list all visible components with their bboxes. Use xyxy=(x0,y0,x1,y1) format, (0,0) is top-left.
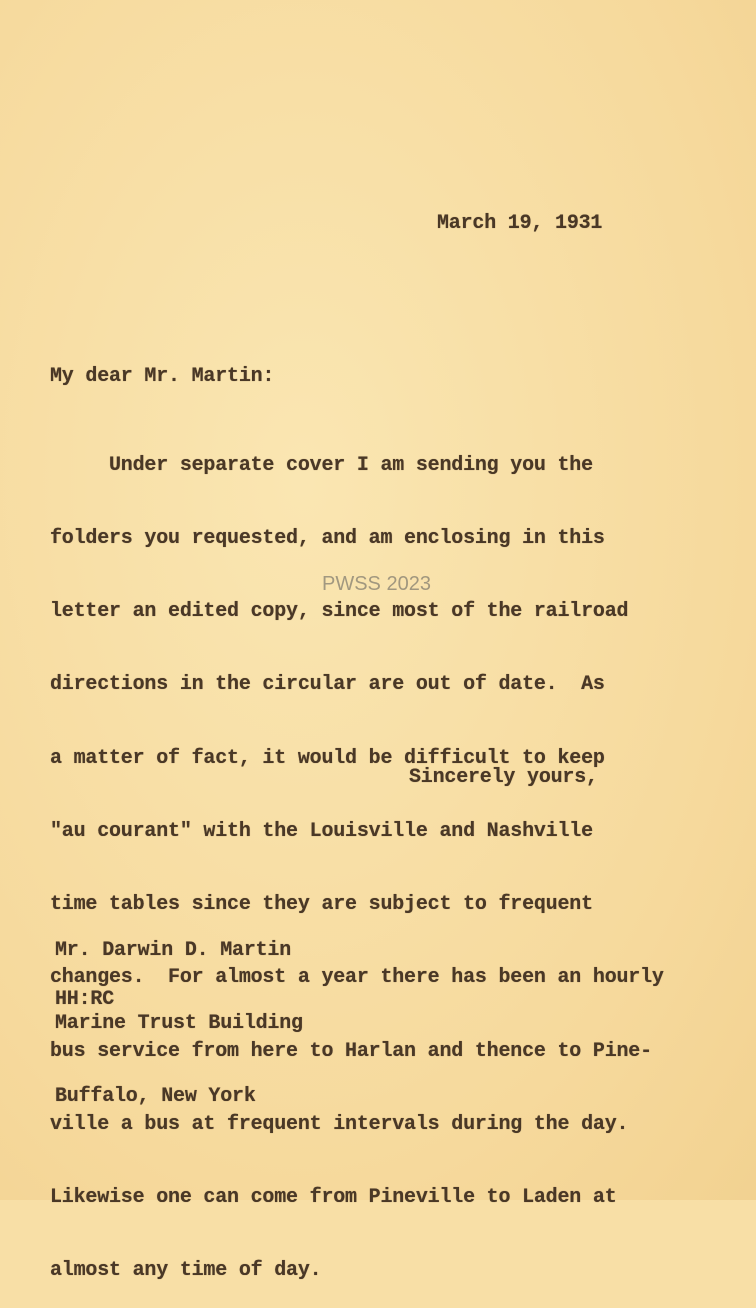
body-line: Under separate cover I am sending you the xyxy=(50,453,593,477)
body-line: changes. For almost a year there has been an hourly xyxy=(50,966,664,990)
body-line: a matter of fact, it would be difficult to keep xyxy=(50,746,605,770)
watermark: PWSS 2023 xyxy=(322,573,431,595)
salutation: My dear Mr. Martin: xyxy=(50,365,275,388)
body-line: directions in the circular are out of date. As xyxy=(50,673,605,697)
reference-initials: HH:RC xyxy=(55,988,115,1011)
letter-body xyxy=(50,405,664,1308)
body-line: ville a bus at frequent intervals during the day. xyxy=(50,1112,629,1136)
body-line: letter an edited copy, since most of the railroad xyxy=(50,600,629,624)
body-line: bus service from here to Harlan and thence to Pine- xyxy=(50,1039,652,1063)
address-line: Mr. Darwin D. Martin xyxy=(55,938,292,962)
body-line: "au courant" with the Louisville and Nashville xyxy=(50,819,593,843)
address-line: Buffalo, New York xyxy=(55,1085,256,1109)
letter-date: March 19, 1931 xyxy=(437,212,603,235)
body-line: time tables since they are subject to frequent xyxy=(50,893,593,917)
body-line: almost any time of day. xyxy=(50,1259,322,1283)
body-line: folders you requested, and am enclosing in this xyxy=(50,527,605,551)
closing: Sincerely yours, xyxy=(409,766,598,789)
body-line: Likewise one can come from Pineville to Laden at xyxy=(50,1186,617,1209)
address-line: Marine Trust Building xyxy=(55,1012,303,1036)
